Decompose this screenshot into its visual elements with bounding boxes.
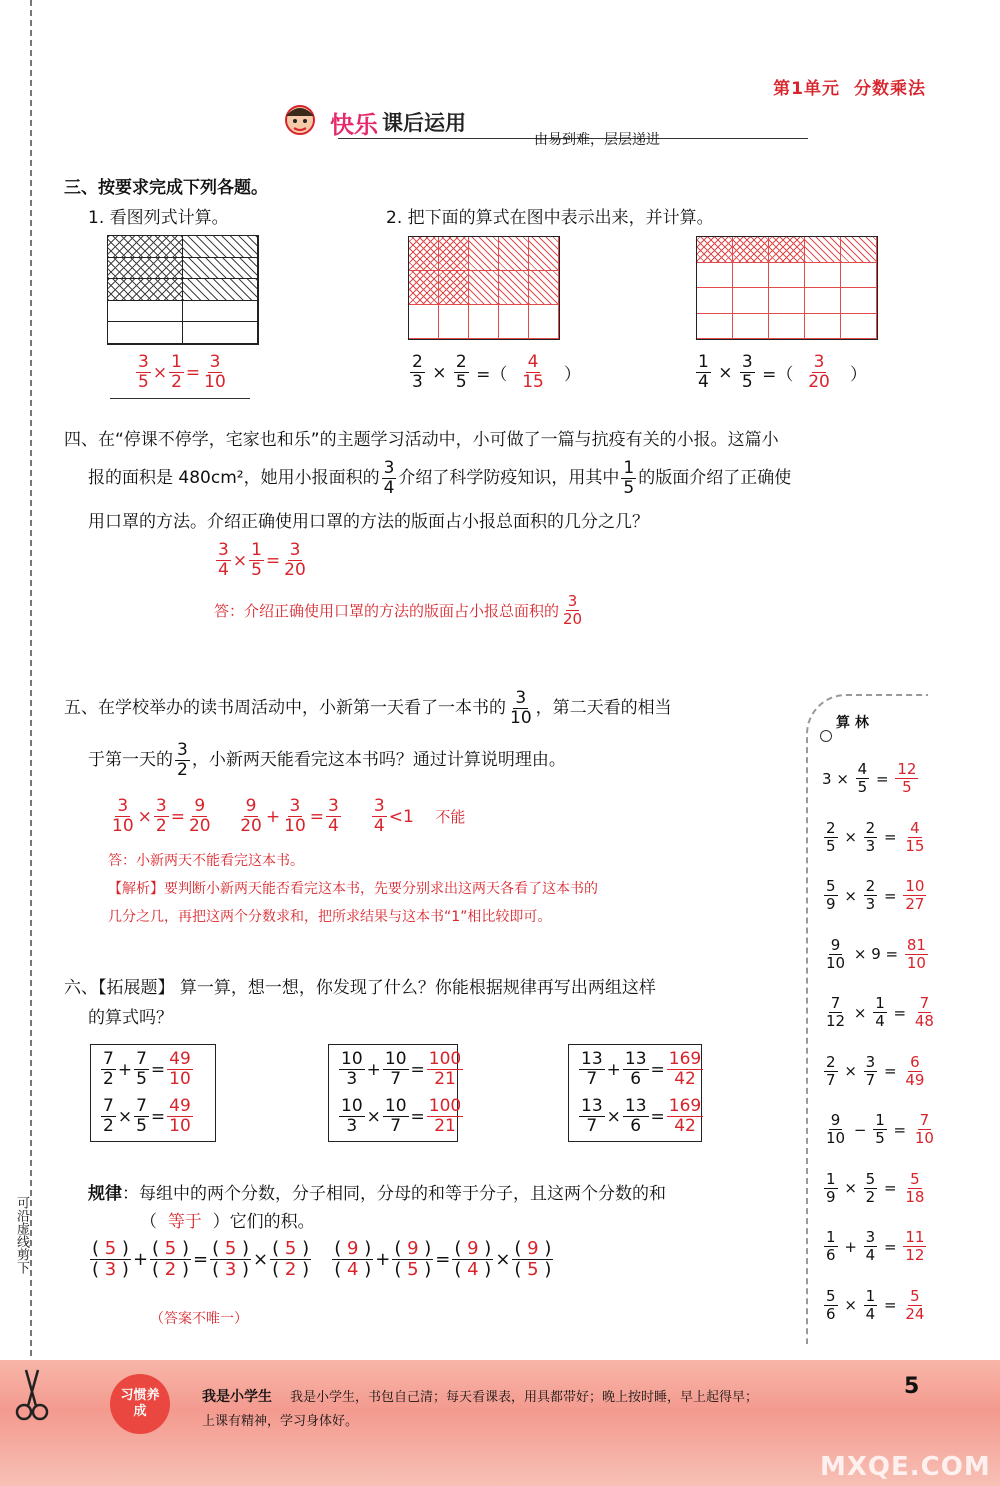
footer-title: 我是小学生 — [202, 1389, 272, 1405]
rule-line-2: （ 等于 ）它们的积。 — [140, 1212, 315, 1232]
figure-1 — [107, 235, 259, 345]
q2-label: 2. 把下面的算式在图中表示出来，并计算。 — [386, 208, 714, 228]
figure-3 — [696, 236, 878, 340]
s5-line1: 五、在学校举办的读书周活动中，小新第一天看了一本书的 $\frac{3}{10}$ ，第二天看的相当 — [64, 688, 672, 728]
s4-line2: 报的面积是 480cm²，她用小报面积的 $\frac{3}{4}$ 介绍了科学防疫知识，用其中 $\frac{1}{5}$ 的版面介绍了正确使 — [88, 458, 792, 498]
s6-note: （答案不唯一） — [150, 1311, 248, 1327]
sidebar-item: $\frac{5}{9}$ × $\frac{2}{3}$ = $\frac{10}{27}$ — [826, 877, 925, 913]
tagline: 由易到难，层层递进 — [534, 132, 660, 148]
rule-line: 规律：每组中的两个分数，分子相同，分母的和等于分子，且这两个分数的和 — [88, 1184, 666, 1204]
s5-answer: 答：小新两天不能看完这本书。 — [108, 853, 304, 869]
s6-line1: 六、【拓展题】 算一算，想一想，你发现了什么？你能根据规律再写出两组这样 — [64, 978, 656, 998]
sidebar-item: $\frac{9}{10}$ × 9 = $\frac{81}{10}$ — [826, 935, 926, 972]
footer-badge: 习惯养成 — [110, 1374, 170, 1434]
sidebar-item: $\frac{1}{6}$ + $\frac{3}{4}$ = $\frac{11}{12}$ — [826, 1228, 925, 1264]
s5-work: $\frac{3}{10}$ × $\frac{3}{2}$ = $\frac{9}{20}$ $\frac{9}{20}$ + $\frac{3}{10}$ = $\frac{3}{4}$ $\frac{3}{4}$ <1 不能 — [112, 796, 466, 836]
s4-line3: 用口罩的方法。介绍正确使用口罩的方法的版面占小报总面积的几分之几？ — [88, 512, 649, 532]
sidebar-item: 3 × $\frac{4}{5}$ = $\frac{12}{5}$ — [822, 760, 917, 796]
sidebar-circle-icon — [820, 730, 832, 742]
sidebar-item: $\frac{7}{12}$ × $\frac{1}{4}$ = $\frac{7}{48}$ — [826, 994, 934, 1030]
sidebar-item: $\frac{2}{5}$ × $\frac{2}{3}$ = $\frac{4}{15}$ — [826, 818, 925, 855]
s5-line2: 于第一天的 $\frac{3}{2}$ ，小新两天能看完这本书吗？通过计算说明理由。 — [88, 740, 566, 780]
s5-analysis-2: 几分之几，再把这两个分数求和，把所求结果与这本书“1”相比较即可。 — [108, 909, 552, 925]
sidebar-title: 算 林 — [836, 715, 869, 731]
s4-work: $\frac{3}{4}$ × $\frac{1}{5}$ = $\frac{3}{20}$ — [218, 540, 306, 580]
s4-answer: 答：介绍正确使用口罩的方法的版面占小报总面积的 $\frac{3}{20}$ — [214, 592, 583, 628]
page-header — [759, 74, 926, 99]
q2-eq2: $\frac{1}{4}$ × $\frac{3}{5}$ =（ $\frac{3}{20}$ ） — [698, 352, 868, 392]
sidebar-item: $\frac{1}{9}$ × $\frac{5}{2}$ = $\frac{5}{18}$ — [826, 1169, 925, 1206]
scissors-icon — [14, 1366, 50, 1426]
s6-fill-row: $\frac{( 5 )}{( 3 )}$ + $\frac{( 5 )}{( 2 )}$ = $\frac{( 5 )}{( 3 )}$ × $\frac{( 5 )}{( 2 )}$ $\frac{( 9 )}{( 4 )}$ + $\frac{( 9 )}{( 5 )}$ = $\frac{( 9 )}{( 4 )}$ × $\frac{( 9 )}{( 5 )}$ — [92, 1238, 552, 1280]
s6-box-3: $\frac{13}{7}$ + $\frac{13}{6}$ = $\frac{169}{42}$ $\frac{13}{7}$ × $\frac{13}{6}$ = $\frac{169}{42}$ — [568, 1044, 702, 1142]
unit-label: 第1单元 — [773, 79, 840, 99]
s4-line1: 四、在“停课不停学，宅家也和乐”的主题学习活动中，小可做了一篇与抗疫有关的小报。这篇小 — [64, 430, 779, 450]
s6-line2: 的算式吗？ — [88, 1008, 173, 1028]
brand-banner — [278, 102, 466, 142]
brand-title-2: 课后运用 — [382, 111, 466, 135]
q1-label: 1. 看图列式计算。 — [88, 208, 229, 228]
sidebar-item: $\frac{2}{7}$ × $\frac{3}{7}$ = $\frac{6}{49}$ — [826, 1052, 925, 1089]
sidebar-item: $\frac{9}{10}$ − $\frac{1}{5}$ = $\frac{7}{10}$ — [826, 1111, 934, 1147]
topic-label: 分数乘法 — [854, 79, 926, 99]
cut-line — [30, 0, 32, 1486]
q1-answer: $\frac{3}{5}$ × $\frac{1}{2}$ = $\frac{3}{10}$ — [138, 352, 226, 392]
cut-hint: 可沿虚线剪下 — [14, 1196, 29, 1274]
sidebar-item: $\frac{5}{6}$ × $\frac{1}{4}$ = $\frac{5}{24}$ — [826, 1286, 925, 1323]
section3-title: 三、按要求完成下列各题。 — [64, 178, 268, 198]
page-number: 5 — [904, 1374, 920, 1399]
footer-line1: 我是小学生，书包自己清；每天看课表，用具都带好；晚上按时睡，早上起得早； — [290, 1390, 759, 1405]
q2-eq1: $\frac{2}{3}$ × $\frac{2}{5}$ =（ $\frac{4}{15}$ ） — [412, 352, 582, 392]
s6-box-1: $\frac{7}{2}$ + $\frac{7}{5}$ = $\frac{49}{10}$ $\frac{7}{2}$ × $\frac{7}{5}$ = $\frac{49}{10}$ — [90, 1044, 216, 1142]
cartoon-kid-icon — [278, 100, 322, 144]
figure-2 — [408, 236, 560, 340]
watermark: MXQE.COM — [820, 1452, 991, 1482]
footer-line2: 上课有精神，学习身体好。 — [202, 1414, 359, 1429]
s6-box-2: $\frac{10}{3}$ + $\frac{10}{7}$ = $\frac{100}{21}$ $\frac{10}{3}$ × $\frac{10}{7}$ = $\frac{100}{21}$ — [328, 1044, 458, 1142]
brand-title-1: 快乐 — [330, 110, 378, 139]
s5-analysis-1: 【解析】要判断小新两天能否看完这本书，先要分别求出这两天各看了这本书的 — [108, 881, 598, 897]
